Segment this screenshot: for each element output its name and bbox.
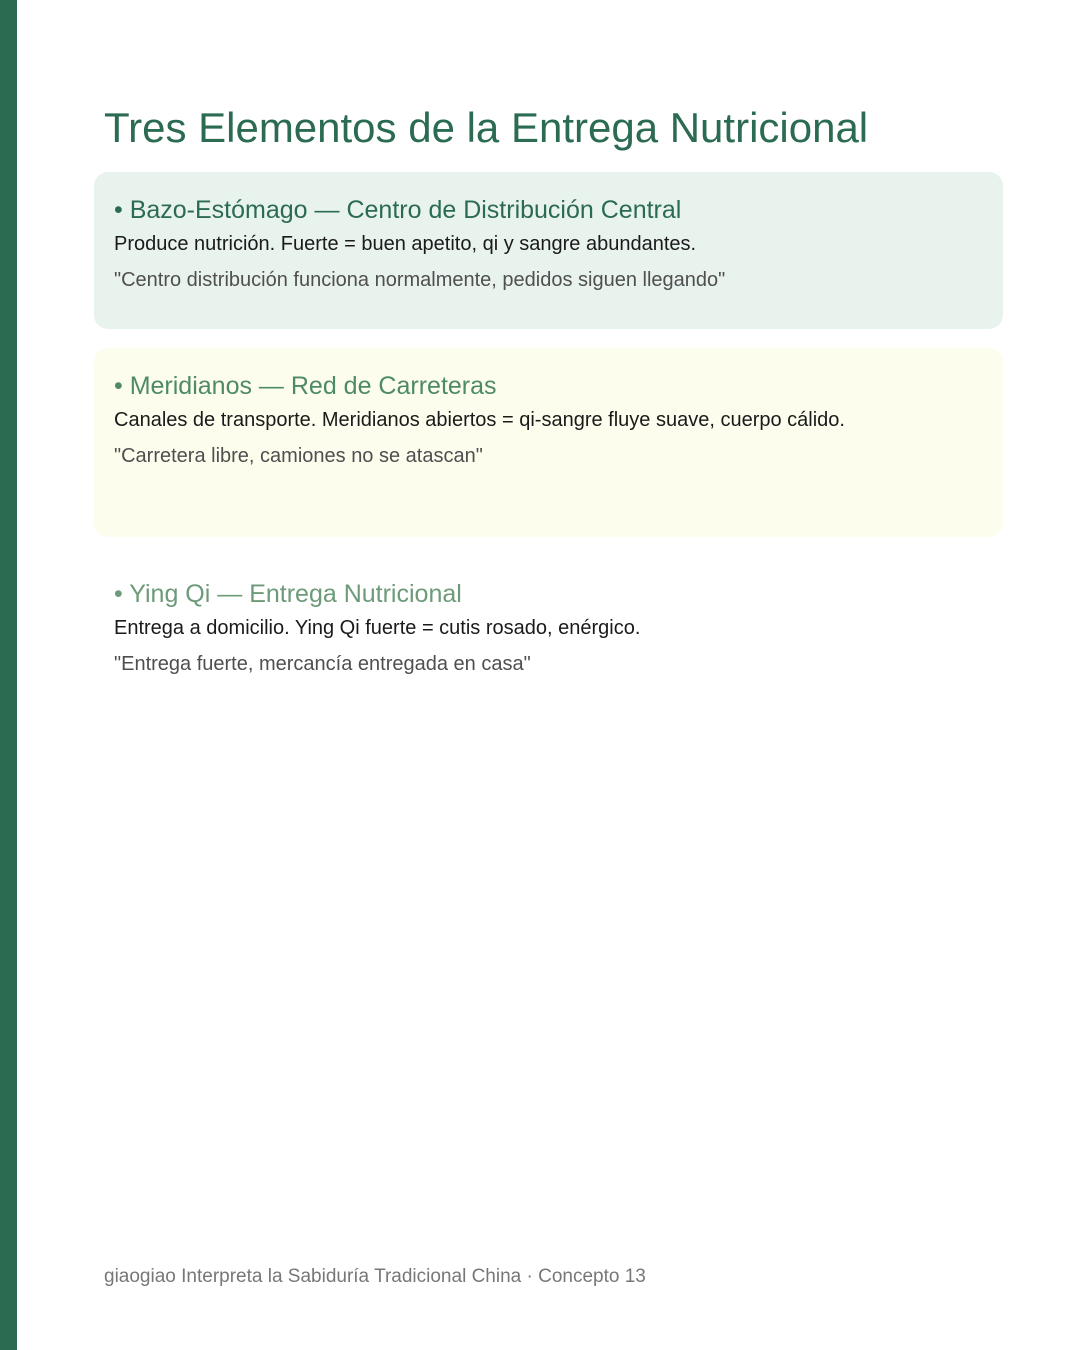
card-quote: "Carretera libre, camiones no se atascan" [114,445,483,467]
page-title: Tres Elementos de la Entrega Nutricional [104,104,869,151]
card-description: Produce nutrición. Fuerte = buen apetito, qi y sangre abundantes. [114,233,697,255]
left-accent-bar [0,0,17,1350]
page-footer: giaogiao Interpreta la Sabiduría Tradicional China · Concepto 13 [104,1266,646,1287]
card-quote: "Centro distribución funciona normalmente, pedidos siguen llegando" [114,269,726,291]
card-heading: • Bazo-Estómago — Centro de Distribución Central [114,196,682,224]
card-description: Canales de transporte. Meridianos abiertos = qi-sangre fluye suave, cuerpo cálido. [114,409,845,431]
element-card-meridians [94,348,1003,537]
element-card-spleen-stomach [94,172,1003,329]
card-quote: "Entrega fuerte, mercancía entregada en casa" [114,653,531,675]
element-card-ying-qi [94,556,1003,696]
card-heading: • Ying Qi — Entrega Nutricional [114,580,462,608]
card-description: Entrega a domicilio. Ying Qi fuerte = cutis rosado, enérgico. [114,617,641,639]
card-heading: • Meridianos — Red de Carreteras [114,372,497,400]
